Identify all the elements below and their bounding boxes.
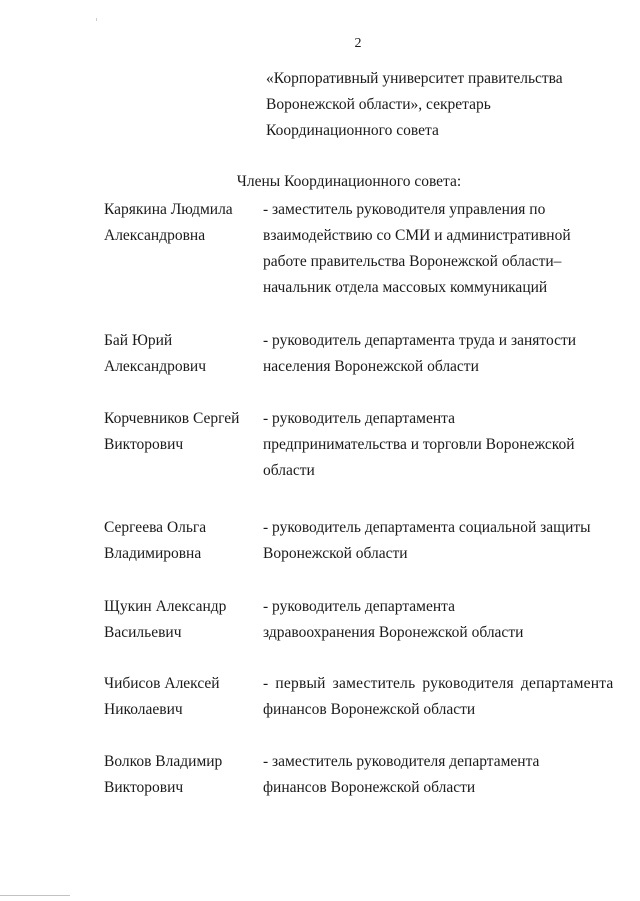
member-role [263,197,623,301]
member-role-line: - руководитель департамента [263,598,456,615]
member-name-line: Бай Юрий [104,332,173,349]
member-role-line: Воронежской области [263,545,408,562]
member-role-line: начальник отдела массовых коммуникаций [263,279,548,296]
member-role-line: предпринимательства и торговли Воронежской [263,436,575,453]
member-name [104,594,264,646]
member-role-line: финансов Воронежской области [263,701,476,718]
members-heading: Члены Координационного совета: [236,173,462,190]
member-role [263,328,623,380]
scan-mark [96,18,97,21]
member-role [263,406,623,484]
member-role [263,515,623,567]
member-name-line: Викторович [104,779,184,796]
member-name [104,197,264,249]
member-name-line: Волков Владимир [104,753,223,770]
member-role-line: - первый заместитель руководителя департамента [263,675,614,692]
member-role-line: - заместитель руководителя управления по [263,201,546,218]
member-name-line: Сергеева Ольга [104,519,207,536]
page-number: 2 [354,36,362,51]
member-role [263,749,623,801]
member-name [104,406,264,458]
member-role-line: - руководитель департамента труда и занятости [263,332,577,349]
member-name-line: Щукин Александр [104,598,227,615]
member-name [104,515,264,567]
member-name-line: Карякина Людмила [104,201,233,218]
member-name-line: Корчевников Сергей [104,410,240,427]
member-role-line: - руководитель департамента социальной защиты [263,519,591,536]
member-role-line: финансов Воронежской области [263,779,476,796]
intro-line: «Корпоративный университет правительства [266,70,563,87]
member-role-line: населения Воронежской области [263,358,479,375]
intro-line: Воронежской области», секретарь [266,96,491,113]
member-role-line: - руководитель департамента [263,410,456,427]
scan-mark [0,895,70,896]
member-name [104,749,264,801]
intro-line: Координационного совета [266,122,439,139]
member-role [263,671,623,723]
member-role-line: работе правительства Воронежской области– [263,253,562,270]
member-name-line: Викторович [104,436,184,453]
member-name [104,671,264,723]
member-name-line: Чибисов Алексей [104,675,220,692]
member-name-line: Владимировна [104,545,202,562]
member-name-line: Николаевич [104,701,183,718]
member-name-line: Александровна [104,227,206,244]
member-name-line: Васильевич [104,624,182,641]
member-name [104,328,264,380]
member-role-line: взаимодействию со СМИ и административной [263,227,571,244]
member-name-line: Александрович [104,358,206,375]
member-role [263,594,623,646]
member-role-line: - заместитель руководителя департамента [263,753,540,770]
member-role-line: здравоохранения Воронежской области [263,624,524,641]
intro-block [266,66,563,144]
member-role-line: области [263,462,315,479]
